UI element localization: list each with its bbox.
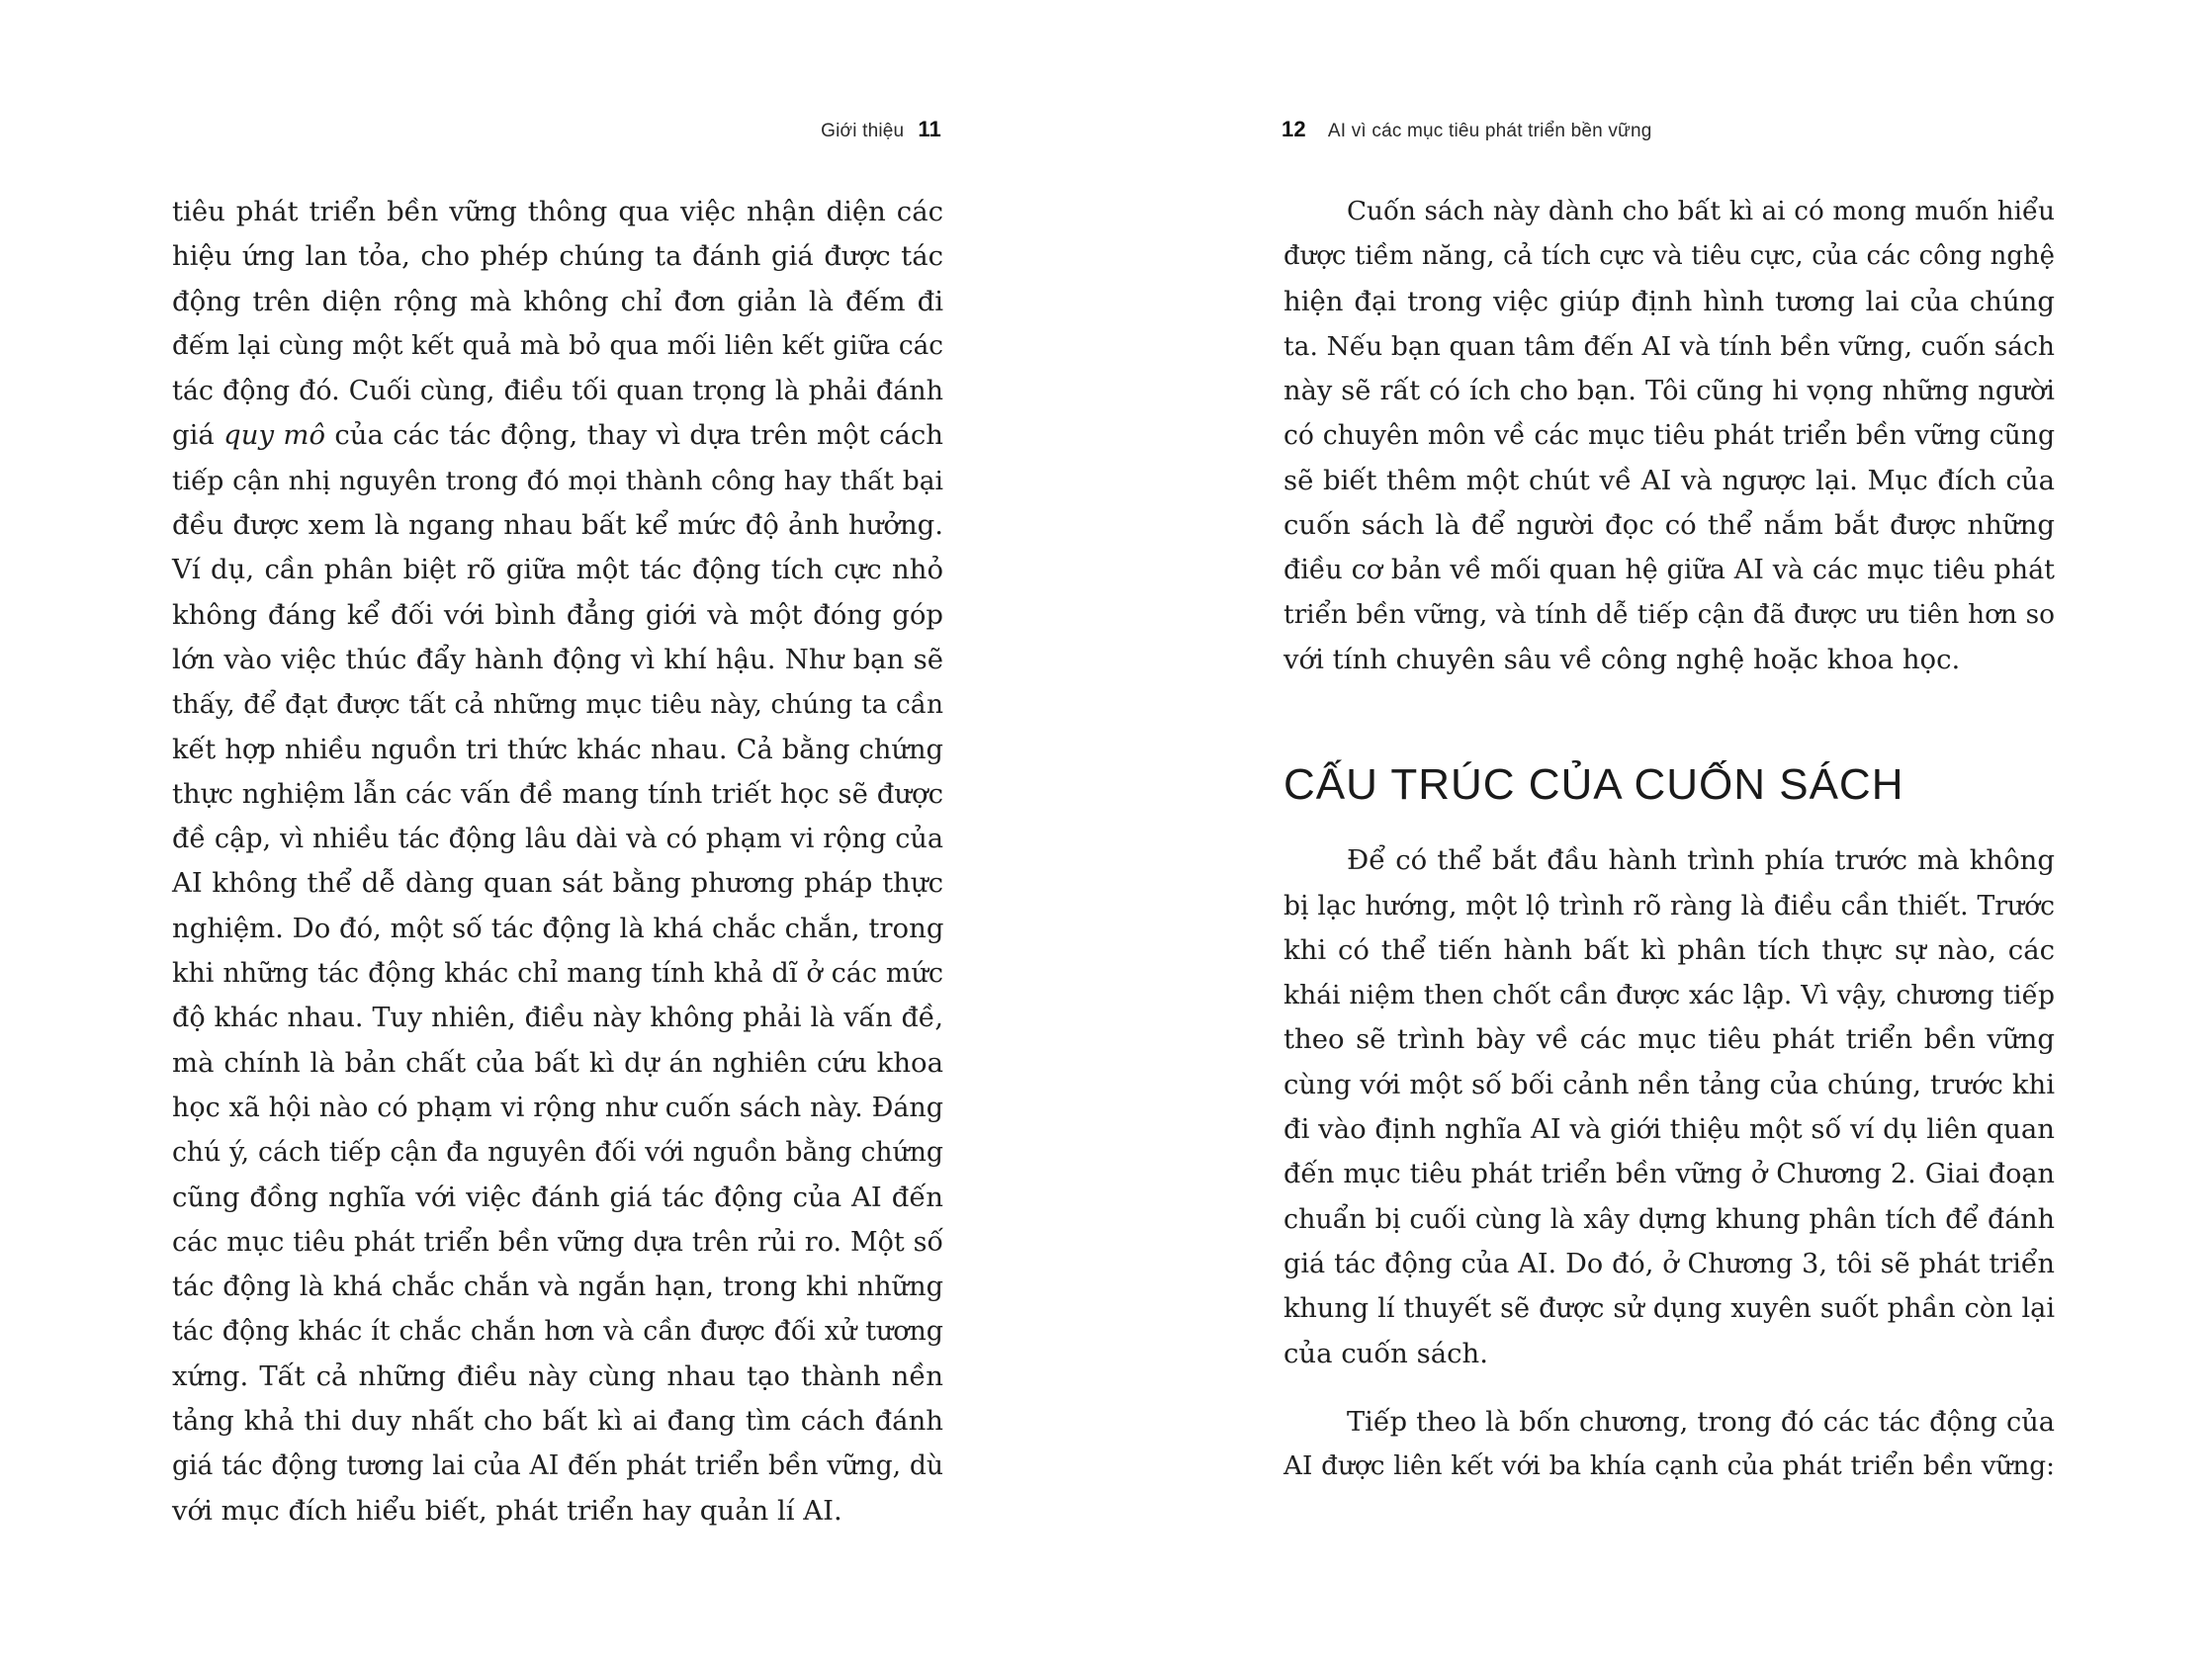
text-line: Ví dụ, cần phân biệt rõ giữa một tác động tích cực nhỏ	[172, 554, 943, 586]
text-line: hiện đại trong việc giúp định hình tương lai của chúng	[1283, 285, 2055, 317]
left-body-text	[172, 190, 943, 1534]
text-line: hiệu ứng lan tỏa, cho phép chúng ta đánh giá được tác	[172, 240, 943, 273]
text-line: lớn vào việc thúc đẩy hành động vì khí hậu. Như bạn sẽ	[172, 643, 943, 675]
running-head-left	[821, 117, 941, 142]
text-line: Để có thể bắt đầu hành trình phía trước mà không	[1347, 844, 2055, 877]
text-line: AI được liên kết với ba khía cạnh của phát triển bền vững:	[1283, 1451, 2055, 1482]
text-line: tiêu phát triển bền vững thông qua việc nhận diện các	[172, 196, 943, 227]
text-line: đều được xem là ngang nhau bất kể mức độ ảnh hưởng.	[172, 509, 943, 542]
page-number-right: 12	[1282, 117, 1306, 141]
chapter-title: Giới thiệu	[821, 121, 905, 141]
section-heading: CẤU TRÚC CỦA CUỐN SÁCH	[1283, 760, 1904, 810]
text-line: giá tác động của AI. Do đó, ở Chương 3, tôi sẽ phát triển	[1283, 1248, 2055, 1279]
text-line: thấy, để đạt được tất cả những mục tiêu này, chúng ta cần	[172, 689, 943, 721]
text-line: sẽ biết thêm một chút về AI và ngược lại. Mục đích của	[1283, 464, 2055, 496]
text-line: tiếp cận nhị nguyên trong đó mọi thành công hay thất bại	[172, 465, 943, 496]
text-line: Cuốn sách này dành cho bất kì ai có mong muốn hiểu	[1347, 197, 2055, 226]
text-line: đếm lại cùng một kết quả mà bỏ qua mối liên kết giữa các	[172, 330, 943, 361]
text-line: điều cơ bản về mối quan hệ giữa AI và các mục tiêu phát	[1283, 555, 2055, 586]
text-line: tảng khả thi duy nhất cho bất kì ai đang tìm cách đánh	[172, 1405, 943, 1438]
text-line: giá tác động tương lai của AI đến phát triển bền vững, dù	[172, 1450, 943, 1482]
text-line: với mục đích hiểu biết, phát triển hay quản lí AI.	[172, 1494, 842, 1527]
text-line: Tiếp theo là bốn chương, trong đó các tác động của	[1347, 1406, 2055, 1438]
text-line: cũng đồng nghĩa với việc đánh giá tác động của AI đến	[172, 1181, 943, 1213]
text-line: tác động khác ít chắc chắn hơn và cần được đối xử tương	[172, 1316, 943, 1348]
text-line: cuốn sách là để người đọc có thể nắm bắt được những	[1283, 509, 2055, 542]
text-line: với tính chuyên sâu về công nghệ hoặc khoa học.	[1283, 643, 1961, 675]
text-line: chuẩn bị cuối cùng là xây dựng khung phân tích để đánh	[1283, 1203, 2055, 1235]
text-line: AI không thể dễ dàng quan sát bằng phương pháp thực	[172, 867, 943, 900]
text-line: triển bền vững, và tính dễ tiếp cận đã được ưu tiên hơn so	[1283, 599, 2055, 630]
text-line: cùng với một số bối cảnh nền tảng của chúng, trước khi	[1283, 1068, 2055, 1100]
text-line: này sẽ rất có ích cho bạn. Tôi cũng hi vọng những người	[1283, 376, 2055, 407]
text-run: giá	[172, 419, 215, 452]
italic-term: quy mô	[223, 419, 326, 452]
text-line: động trên diện rộng mà không chỉ đơn giản là đếm đi	[172, 285, 943, 317]
text-line: các mục tiêu phát triển bền vững dựa trên rủi ro. Một số	[172, 1226, 943, 1258]
text-line: đi vào định nghĩa AI và giới thiệu một số ví dụ liên quan	[1283, 1113, 2055, 1146]
text-line: khung lí thuyết sẽ được sử dụng xuyên suốt phần còn lại	[1283, 1293, 2055, 1325]
paragraph-gap	[1283, 1376, 2055, 1400]
text-line: xứng. Tất cả những điều này cùng nhau tạo thành nền	[172, 1360, 943, 1392]
text-line: bị lạc hướng, một lộ trình rõ ràng là điều cần thiết. Trước	[1283, 890, 2055, 921]
book-title: AI vì các mục tiêu phát triển bền vững	[1327, 121, 1652, 141]
text-line: được tiềm năng, cả tích cực và tiêu cực, của các công nghệ	[1283, 241, 2055, 272]
text-line	[172, 413, 943, 458]
text-line: tác động là khá chắc chắn và ngắn hạn, trong khi những	[172, 1272, 943, 1303]
text-line: theo sẽ trình bày về các mục tiêu phát triển bền vững	[1283, 1023, 2055, 1056]
text-line: chú ý, cách tiếp cận đa nguyên đối với nguồn bằng chứng	[172, 1137, 943, 1169]
text-line: khái niệm then chốt cần được xác lập. Vì vậy, chương tiếp	[1283, 980, 2055, 1011]
text-line: thực nghiệm lẫn các vấn đề mang tính triết học sẽ được	[172, 777, 943, 810]
text-run: của các tác động, thay vì dựa trên một cách	[334, 419, 943, 452]
text-line: kết hợp nhiều nguồn tri thức khác nhau. Cả bằng chứng	[172, 734, 943, 765]
text-line: tác động đó. Cuối cùng, điều tối quan trọng là phải đánh	[172, 376, 943, 407]
right-page	[1106, 0, 2212, 1667]
text-line: độ khác nhau. Tuy nhiên, điều này không phải là vấn đề,	[172, 1003, 943, 1034]
text-line: khi có thể tiến hành bất kì phân tích thực sự nào, các	[1283, 933, 2055, 966]
text-line: ta. Nếu bạn quan tâm đến AI và tính bền vững, cuốn sách	[1283, 330, 2055, 362]
text-line: khi những tác động khác chỉ mang tính khả dĩ ở các mức	[172, 958, 943, 990]
running-head-right	[1282, 117, 1652, 142]
text-line: có chuyên môn về các mục tiêu phát triển bền vững cũng	[1283, 420, 2055, 452]
text-line: không đáng kể đối với bình đẳng giới và một đóng góp	[172, 598, 943, 631]
text-line: nghiệm. Do đó, một số tác động là khá chắc chắn, trong	[172, 912, 944, 944]
text-line: đề cập, vì nhiều tác động lâu dài và có phạm vi rộng của	[172, 824, 943, 855]
page-number-left: 11	[918, 117, 941, 141]
text-line: học xã hội nào có phạm vi rộng như cuốn sách này. Đáng	[172, 1092, 943, 1123]
text-line: đến mục tiêu phát triển bền vững ở Chương 2. Giai đoạn	[1283, 1159, 2055, 1190]
text-line: mà chính là bản chất của bất kì dự án nghiên cứu khoa	[172, 1046, 943, 1079]
right-body-text	[1283, 190, 2055, 1489]
text-line: của cuốn sách.	[1283, 1337, 1489, 1369]
